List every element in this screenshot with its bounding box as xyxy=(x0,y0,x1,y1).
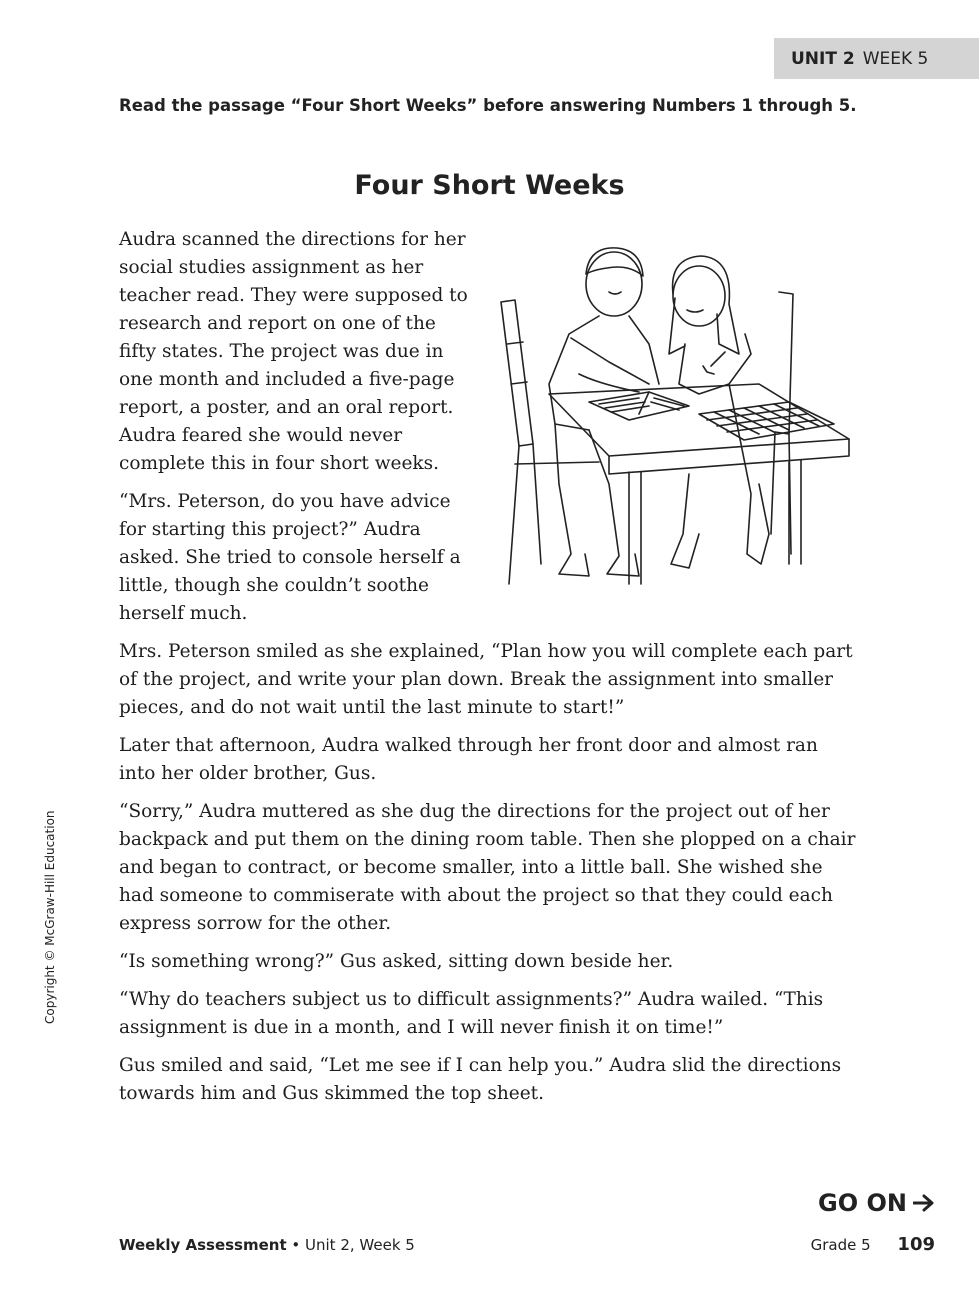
footer-assessment xyxy=(119,1236,415,1254)
page-number: 109 xyxy=(897,1234,935,1255)
grade-label: Grade 5 xyxy=(810,1236,871,1254)
unit-week-label: • Unit 2, Week 5 xyxy=(291,1236,415,1254)
story-paragraph: “Mrs. Peterson, do you have advice for starting this project?” Audra asked. She tried to console herself a little, though she couldn’t soothe herself much. xyxy=(119,491,461,624)
footer-page-info xyxy=(811,1234,935,1255)
go-on-indicator xyxy=(818,1189,935,1217)
story-paragraph: “Why do teachers subject us to difficult assignments?” Audra wailed. “This assignment is due in a month, and I will never finish it on time!” xyxy=(119,989,824,1038)
week-label: WEEK 5 xyxy=(862,48,929,69)
instruction-text: Read the passage “Four Short Weeks” before answering Numbers 1 through 5. xyxy=(119,96,857,115)
story-paragraph: Mrs. Peterson smiled as she explained, “Plan how you will complete each part of the project, and write your plan down. Break the assignment into smaller pieces, and do not wait until the last minute to start!” xyxy=(119,641,853,718)
story-paragraph: Gus smiled and said, “Let me see if I can help you.” Audra slid the directions towards him and Gus skimmed the top sheet. xyxy=(119,1055,842,1104)
story-body xyxy=(119,226,859,1118)
copyright-notice: Copyright © McGraw-Hill Education xyxy=(43,810,57,1024)
story-paragraph: Audra scanned the directions for her social studies assignment as her teacher read. They were supposed to research and report on one of the fifty states. The project was due in one month and included a five-page report, a poster, and an oral report. Audra feared she would never complete this in four short weeks. xyxy=(119,229,468,474)
story-paragraph: “Sorry,” Audra muttered as she dug the directions for the project out of her backpack and put them on the dining room table. Then she plopped on a chair and began to contract, or become smaller, into a little ball. She wished she had someone to commiserate with about the project so that they could each express sorrow for the other. xyxy=(119,801,856,934)
story-paragraph: “Is something wrong?” Gus asked, sitting down beside her. xyxy=(119,951,674,972)
assessment-name: Weekly Assessment xyxy=(119,1236,287,1254)
unit-label: UNIT 2 xyxy=(791,48,855,69)
story-paragraph: Later that afternoon, Audra walked through her front door and almost ran into her older brother, Gus. xyxy=(119,735,818,784)
arrow-right-icon xyxy=(913,1194,935,1212)
story-title: Four Short Weeks xyxy=(354,170,625,201)
two-students-studying-illustration xyxy=(489,234,859,594)
unit-week-tab xyxy=(774,38,979,79)
go-on-label: GO ON xyxy=(818,1189,907,1217)
